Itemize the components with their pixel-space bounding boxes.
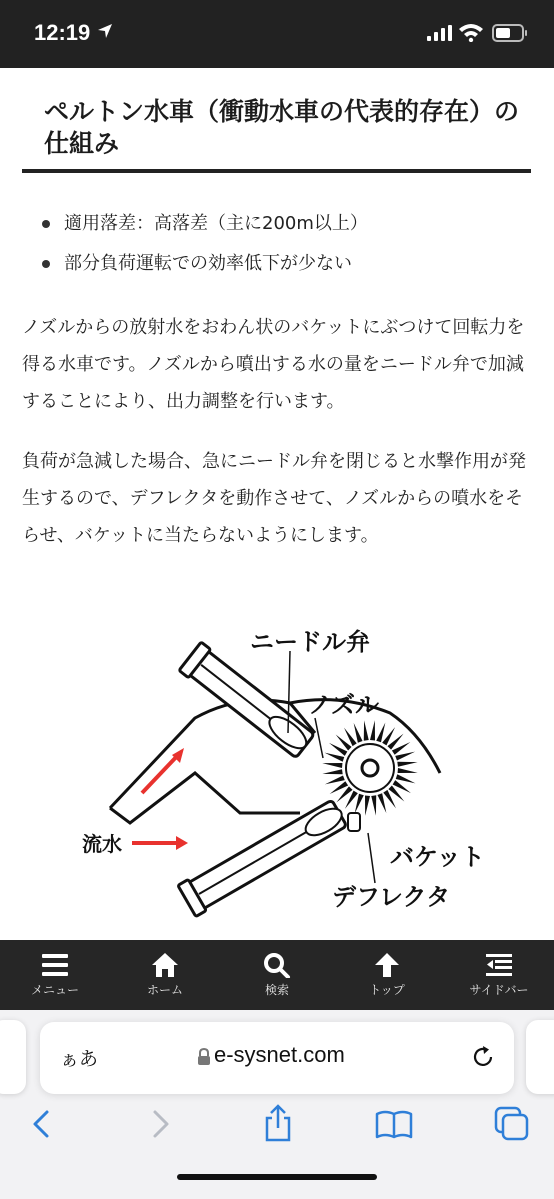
home-icon (151, 952, 179, 978)
arrow-up-icon (373, 952, 401, 978)
bucket (354, 723, 363, 743)
home-indicator (177, 1174, 377, 1180)
status-time: 12:19 (34, 20, 91, 45)
list-item: 部分負荷運転での効率低下が少ない (0, 244, 554, 284)
bucket (325, 775, 345, 784)
forward-icon[interactable] (140, 1104, 180, 1144)
feature-list (0, 204, 554, 284)
wifi-icon (458, 22, 484, 42)
bucket (364, 720, 369, 740)
bucket (395, 752, 415, 761)
nav-menu[interactable] (0, 940, 110, 1010)
paragraph: ノズルからの放射水をおわん状のバケットにぶつけて回転力を得る水車です。ノズルから噴出する水の量をニードル弁で加減することにより、出力調整を行います。 (22, 317, 525, 412)
back-icon[interactable] (22, 1104, 62, 1144)
label-needle-valve: ニードル弁 (250, 628, 370, 656)
tabs-icon[interactable] (492, 1104, 532, 1144)
text-size-button[interactable]: ぁあ (60, 1048, 99, 1070)
browser-toolbar (0, 1010, 554, 1199)
label-nozzle: ノズル (308, 691, 380, 719)
nav-label: メニュー (30, 983, 79, 997)
nav-label: サイドバー (469, 983, 529, 997)
title-divider (22, 169, 531, 173)
site-bottom-nav (0, 940, 554, 1010)
nav-label: トップ (369, 983, 405, 997)
pelton-wheel-diagram (70, 613, 500, 933)
bucket (371, 795, 376, 815)
bucket (322, 769, 342, 774)
url-text: e-sysnet.com (214, 1042, 345, 1067)
bucket (376, 723, 385, 743)
battery-icon (492, 24, 528, 42)
search-icon (263, 952, 291, 978)
nav-top[interactable] (332, 940, 442, 1010)
previous-tab-card[interactable] (0, 1020, 26, 1094)
list-item: 適用落差：高落差（主に200m以上） (0, 204, 554, 244)
cellular-signal-icon (427, 25, 453, 41)
menu-icon (41, 952, 69, 978)
label-flow: 流水 (82, 832, 122, 856)
nav-label: ホーム (146, 983, 183, 997)
lock-icon (197, 1048, 211, 1066)
page-content[interactable] (0, 68, 554, 940)
nav-search[interactable] (222, 940, 332, 1010)
next-tab-card[interactable] (526, 1020, 554, 1094)
bucket (365, 796, 370, 816)
address-bar[interactable] (40, 1022, 514, 1094)
location-arrow-icon (96, 22, 114, 40)
reload-icon[interactable] (470, 1044, 496, 1070)
bucket (325, 753, 345, 762)
label-deflector: デフレクタ (332, 883, 451, 911)
bucket (396, 774, 416, 783)
bucket (370, 720, 375, 740)
share-icon[interactable] (258, 1104, 298, 1144)
label-bucket: バケット (390, 843, 485, 871)
bucket (355, 794, 364, 814)
nav-sidebar[interactable] (444, 940, 554, 1010)
bucket (322, 763, 342, 768)
status-bar (0, 0, 554, 68)
article-title: ペルトン水車（衝動水車の代表的存在）の仕組み (44, 97, 520, 158)
bookmarks-icon[interactable] (374, 1104, 414, 1144)
bucket (397, 762, 417, 767)
sidebar-icon (485, 952, 513, 978)
nav-label: 検索 (264, 983, 289, 997)
paragraph: 負荷が急減した場合、急にニードル弁を閉じると水撃作用が発生するので、デフレクタを動作させて、ノズルからの噴水をそらせ、バケットに当たらないようにします。 (22, 451, 526, 546)
runner-shaft (362, 760, 378, 776)
bucket (398, 768, 418, 773)
runner-wheel (322, 720, 418, 816)
bucket (377, 793, 386, 813)
nav-home[interactable] (110, 940, 220, 1010)
